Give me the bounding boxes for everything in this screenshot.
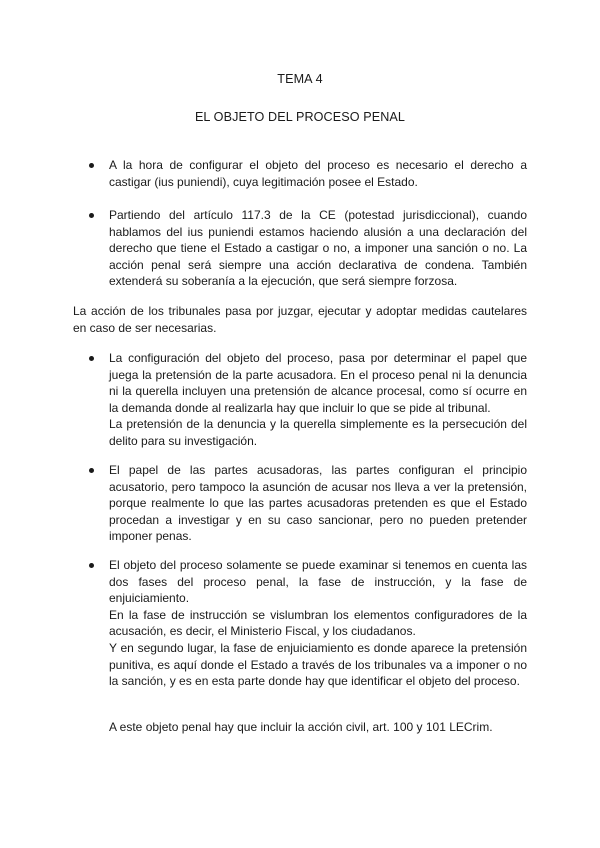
bullet-icon [89, 356, 94, 361]
list-item [89, 157, 527, 190]
closing-paragraph: A este objeto penal hay que incluir la acción civil, art. 100 y 101 LECrim. [109, 720, 493, 734]
bullet-text: En la fase de instrucción se vislumbran los elementos configuradores de la acusación, es decir, el Ministerio Fiscal, y los ciudadanos. [109, 607, 527, 639]
list-item [89, 462, 527, 545]
bullet-text: Partiendo del artículo 117.3 de la CE (potestad jurisdiccional), cuando hablamos del ius puniendi estamos haciendo alusión a una declaración del derecho que tiene el Estado a castigar o no, a imponer una sanción o no. La acción penal será siempre una acción declarativa de condena. También extenderá su soberanía a la ejecución, que será siempre forzosa. [109, 208, 527, 289]
bullet-text: A la hora de configurar el objeto del proceso es necesario el derecho a castigar (ius puniendi), cuya legitimación posee el Estado. [109, 158, 527, 189]
bullet-icon [89, 468, 94, 473]
bullet-text: Y en segundo lugar, la fase de enjuiciamiento es donde aparece la pretensión punitiva, es aquí donde el Estado a través de los tribunales va a imponer o no la sanción, y es en esta parte donde hay que identificar el objeto del proceso. [109, 640, 527, 689]
bullet-icon [89, 213, 94, 218]
bullet-text: El papel de las partes acusadoras, las partes configuran el principio acusatorio, pero tampoco la asunción de acusar nos lleva a ver la pretensión, porque realmente lo que las partes acusadoras pretenden es que el Estado procedan a investigar y en su caso sancionar, pero no pueden pretender imponer penas. [109, 463, 527, 544]
topic-heading: TEMA 4 [277, 72, 323, 86]
list-item [89, 350, 527, 450]
bullet-text: La configuración del objeto del proceso, pasa por determinar el papel que juega la pretensión de la parte acusadora. En el proceso penal ni la denuncia ni la querella incluyen una pretensión de alcance procesal, como sí ocurre en la demanda donde al realizarla hay que incluir lo que se pide al tribunal. [109, 351, 527, 415]
bullet-text: El objeto del proceso solamente se puede examinar si tenemos en cuenta las dos fases del proceso penal, la fase de instrucción, y la fase de enjuiciamiento. [109, 558, 527, 606]
list-item [89, 557, 527, 690]
bullet-text: La pretensión de la denuncia y la querella simplemente es la persecución del delito para su investigación. [109, 417, 527, 448]
bullet-icon [89, 563, 94, 568]
list-item [89, 207, 527, 290]
bullet-icon [89, 163, 94, 168]
body-paragraph: La acción de los tribunales pasa por juzgar, ejecutar y adoptar medidas cautelares en caso de ser necesarias. [73, 304, 527, 335]
document-title: EL OBJETO DEL PROCESO PENAL [194, 110, 406, 124]
